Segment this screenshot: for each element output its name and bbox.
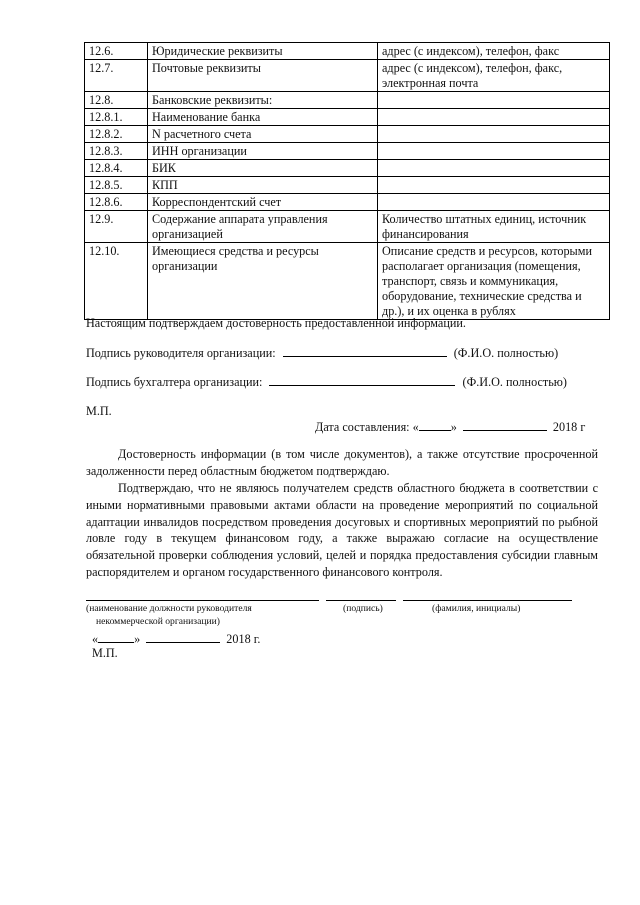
- table-cell-num: 12.8.4.: [85, 160, 148, 177]
- table-row: [85, 177, 610, 194]
- table-cell-note: адрес (с индексом), телефон, факс: [378, 43, 610, 60]
- table-cell-num: 12.10.: [85, 243, 148, 320]
- date-year: 2018 г: [552, 420, 586, 434]
- table-row: [85, 243, 610, 320]
- caption-position-1: (наименование должности руководителя: [86, 603, 252, 614]
- table-cell-num: 12.8.: [85, 92, 148, 109]
- caption-position-2: некоммерческой организации): [96, 616, 220, 627]
- table-cell-note: Количество штатных единиц, источник финансирования: [378, 211, 610, 243]
- table-cell-name: ИНН организации: [148, 143, 378, 160]
- table-cell-note: [378, 92, 610, 109]
- table-cell-note: [378, 160, 610, 177]
- table-cell-num: 12.6.: [85, 43, 148, 60]
- paragraph-2: [86, 480, 598, 581]
- table-cell-note: адрес (с индексом), телефон, факс, электронная почта: [378, 60, 610, 92]
- date-prefix: Дата составления: «: [315, 420, 419, 434]
- table-cell-num: 12.7.: [85, 60, 148, 92]
- head-signature-line: [86, 345, 558, 361]
- table-cell-num: 12.8.5.: [85, 177, 148, 194]
- paragraph-1: [86, 446, 598, 480]
- head-signature-blank: [283, 345, 447, 357]
- caption-signature: (подпись): [343, 603, 383, 614]
- table-cell-num: 12.8.2.: [85, 126, 148, 143]
- table-row: [85, 92, 610, 109]
- table-row: [85, 43, 610, 60]
- table-row: [85, 194, 610, 211]
- table-cell-note: [378, 109, 610, 126]
- accountant-signature-suffix: (Ф.И.О. полностью): [462, 375, 567, 389]
- stamp-top: М.П.: [86, 404, 112, 418]
- table-cell-name: Юридические реквизиты: [148, 43, 378, 60]
- accountant-signature-line: [86, 374, 567, 390]
- table-cell-num: 12.8.1.: [85, 109, 148, 126]
- caption-name: (фамилия, инициалы): [432, 603, 521, 614]
- date-month-blank: [463, 419, 547, 431]
- table-row: [85, 211, 610, 243]
- table-cell-name: Имеющиеся средства и ресурсы организации: [148, 243, 378, 320]
- table-row: [85, 60, 610, 92]
- position-signature-line: [86, 600, 319, 601]
- table-cell-note: [378, 177, 610, 194]
- head-signature-suffix: (Ф.И.О. полностью): [453, 346, 559, 360]
- table-cell-name: Банковские реквизиты:: [148, 92, 378, 109]
- paragraph-2-text: Подтверждаю, что не являюсь получателем средств областного бюджета в соответствии с иными нормативными правовыми актами области на проведение мероприятий по социальной адаптации инвалидов посредством проведения досуговых и спортивных мероприятий по рыбной ловле году в текущем финансовом году, а также выражаю согласие на осуществление обязательной проверки соблюдения условий, целей и порядка предоставления субсидии главным распорядителем и органом государственного финансового контроля.: [86, 481, 598, 579]
- table-cell-name: БИК: [148, 160, 378, 177]
- table-row: [85, 160, 610, 177]
- date-line: [315, 419, 585, 435]
- requisites-table: [84, 42, 610, 320]
- bottom-date-year: 2018 г.: [226, 632, 261, 646]
- date-day-blank: [419, 419, 451, 431]
- name-signature-line: [403, 600, 572, 601]
- table-cell-num: 12.8.6.: [85, 194, 148, 211]
- signature-line: [326, 600, 396, 601]
- table-cell-name: N расчетного счета: [148, 126, 378, 143]
- table-cell-name: Наименование банка: [148, 109, 378, 126]
- table-cell-name: Содержание аппарата управления организацией: [148, 211, 378, 243]
- bottom-date-prefix: «: [92, 632, 99, 646]
- table-row: [85, 143, 610, 160]
- table-cell-note: [378, 194, 610, 211]
- bottom-date-line: [92, 631, 260, 647]
- date-mid: »: [450, 420, 457, 434]
- accountant-signature-blank: [269, 374, 455, 386]
- table-cell-num: 12.8.3.: [85, 143, 148, 160]
- bottom-date-mid: »: [134, 632, 141, 646]
- table-cell-note: Описание средств и ресурсов, которыми располагает организация (помещения, транспорт, связь и коммуникация, оборудование, технические средства и др.), и их оценка в рублях: [378, 243, 610, 320]
- paragraph-1-text: Достоверность информации (в том числе документов), а также отсутствие просроченной задолженности перед областным бюджетом подтверждаю.: [86, 447, 598, 478]
- table-row: [85, 109, 610, 126]
- head-signature-label: Подпись руководителя организации:: [86, 346, 276, 360]
- table-row: [85, 126, 610, 143]
- bottom-date-day-blank: [98, 631, 134, 643]
- confirm-text: Настоящим подтверждаем достоверность предоставленной информации.: [86, 316, 466, 330]
- table-cell-note: [378, 143, 610, 160]
- table-cell-num: 12.9.: [85, 211, 148, 243]
- table-cell-name: КПП: [148, 177, 378, 194]
- stamp-bottom: М.П.: [92, 646, 118, 660]
- table-cell-note: [378, 126, 610, 143]
- accountant-signature-label: Подпись бухгалтера организации:: [86, 375, 263, 389]
- table-cell-name: Почтовые реквизиты: [148, 60, 378, 92]
- bottom-date-month-blank: [146, 631, 220, 643]
- table-cell-name: Корреспондентский счет: [148, 194, 378, 211]
